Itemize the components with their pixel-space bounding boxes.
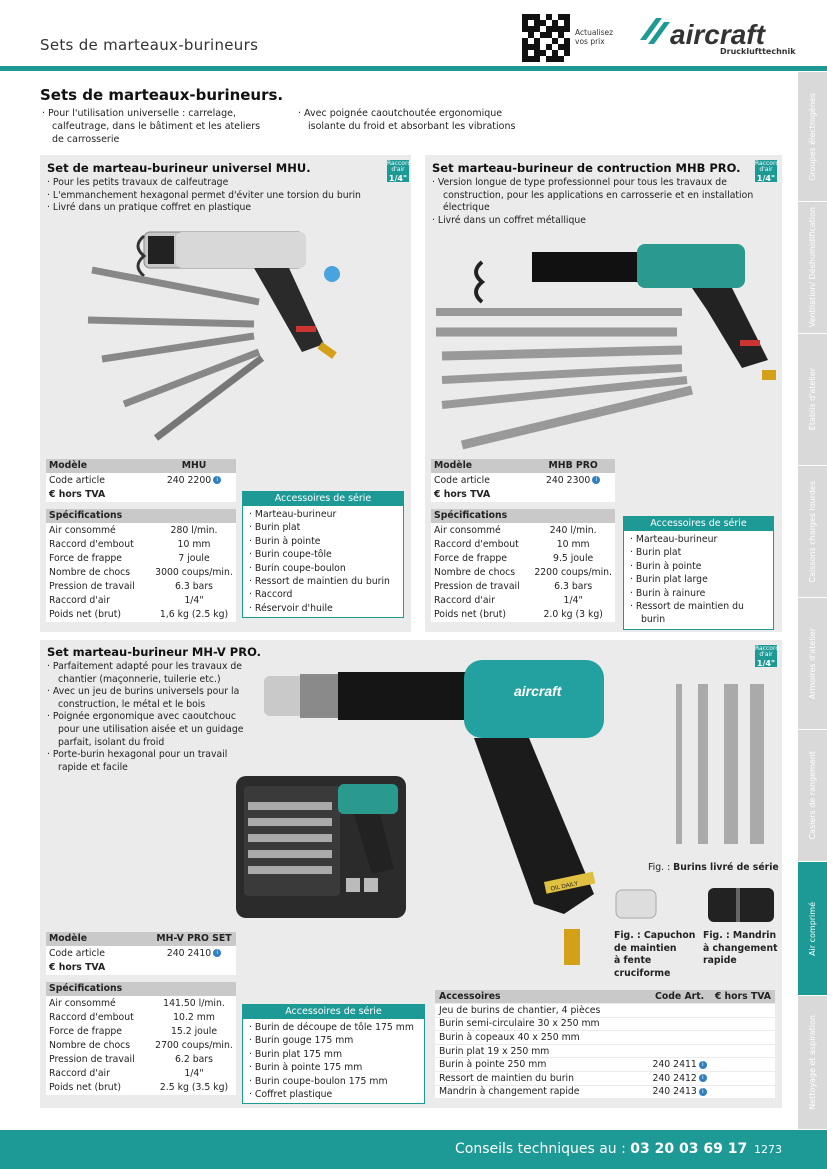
table-row: Mandrin à changement rapide 240 2413 i <box>435 1085 775 1099</box>
table-row: Burin à pointe 250 mm 240 2411 i <box>435 1058 775 1072</box>
mhu-accessories-title: Accessoires de série <box>243 492 403 506</box>
mhv-accessories-box: Accessoires de série · Burin de découpe de tôle 175 mm · Burin gouge 175 mm · Burin plat 175 mm · Burin à pointe 175 mm · Burin coupe-boulon 175 mm · Coffret plastique <box>242 1004 425 1104</box>
mhu-title: Set de marteau-burineur universel MHU. <box>47 161 311 175</box>
tab-air-comprime[interactable]: Air comprimé <box>798 862 827 996</box>
info-icon[interactable]: i <box>699 1061 707 1069</box>
mhv-accessories-table: Accessoires Code Art. € hors TVA Jeu de burins de chantier, 4 pièces Burin semi-circulaire 30 x 250 mm Burin à copeaux 40 x 250 mm Burin plat 19 x 250 mm Burin à pointe 250 mm 240 2411 i Ressort de maintien du burin 240 2412 i Mandrin à changement rapide 240 2413 i <box>435 990 775 1099</box>
air-fitting-badge: Raccord d'air 1/4" <box>755 645 780 668</box>
tab-armoires[interactable]: Armoires d'atelier <box>798 598 827 730</box>
mhu-bullets: · Pour les petits travaux de calfeutrage · L'emmanchement hexagonal permet d'éviter une torsion du burin · Livré dans un pratique coffret en plastique <box>47 177 387 215</box>
section-title: Sets de marteaux-burineurs. <box>40 86 284 104</box>
mhu-product-image <box>84 224 354 449</box>
info-icon[interactable]: i <box>699 1088 707 1096</box>
mhv-bullets: · Parfaitement adapté pour les travaux de chantier (maçonnerie, tuilerie etc.) · Avec un jeu de burins universels pour la construction, le métal et le bois · Poignée ergonomique avec caoutchouc pour une utilisation aisée et un guidage parfait, isolant du froid · Porte-burin hexagonal pour un travail rapide et facile <box>47 661 257 774</box>
info-icon[interactable]: i <box>213 949 221 957</box>
table-row: Jeu de burins de chantier, 4 pièces <box>435 1004 775 1018</box>
mhu-accessories-box: Accessoires de série · Marteau-burineur · Burin plat · Burin à pointe · Burin coupe-tôle · Burin coupe-boulon · Ressort de maintien du burin · Raccord · Réservoir d'huile <box>242 491 404 618</box>
info-icon[interactable]: i <box>592 476 600 484</box>
mhv-burins-image <box>666 680 776 856</box>
fig-mandrin-caption: Fig. : Mandrin à changement rapide <box>703 930 778 967</box>
mhv-accessories-title: Accessoires de série <box>243 1005 424 1019</box>
tab-casiers[interactable]: Casiers de rangement <box>798 730 827 862</box>
logo-subtitle: Drucklufttechnik <box>720 47 796 56</box>
tab-groupes-electrogenes[interactable]: Groupes électrogènes <box>798 72 827 202</box>
mhv-tool-image <box>264 654 609 970</box>
intro-item: · Avec poignée caoutchoutée ergonomique isolante du froid et absorbant les vibrations <box>298 107 528 133</box>
mhb-accessories-title: Accessoires de série <box>624 517 773 531</box>
mhb-product-image <box>432 240 777 455</box>
intro-list-2 <box>298 107 528 133</box>
capuchon-image <box>614 886 660 922</box>
mandrin-image <box>706 884 776 924</box>
mhv-title: Set marteau-burineur MH-V PRO. <box>47 645 261 659</box>
intro-item: · Pour l'utilisation universelle : carrelage, calfeutrage, dans le bâtiment et les ateliers de carrosserie <box>42 107 272 146</box>
tab-ventilation[interactable]: Ventilation/ Déshumidification <box>798 202 827 334</box>
mhb-bullets: · Version longue de type professionnel pour tous les travaux de construction, pour les applications en carrosserie et en installation électrique · Livré dans un coffret métallique <box>432 177 772 227</box>
side-tabs <box>798 72 827 1130</box>
table-row: Burin plat 19 x 250 mm <box>435 1044 775 1058</box>
info-icon[interactable]: i <box>699 1074 707 1082</box>
qr-caption <box>575 28 613 46</box>
tab-nettoyage[interactable]: Nettoyage et aspiration <box>798 996 827 1130</box>
mhb-accessories-box: Accessoires de série · Marteau-burineur · Burin plat · Burin à pointe · Burin plat large · Burin à rainure · Ressort de maintien du burin <box>623 516 774 630</box>
table-row: Burin semi-circulaire 30 x 250 mm <box>435 1017 775 1031</box>
intro-list-1 <box>42 107 272 146</box>
qr-caption-line-1: Actualisez <box>575 28 614 37</box>
mhb-title: Set marteau-burineur de contruction MHB PRO. <box>432 161 741 175</box>
air-fitting-badge: Raccord d'air 1/4" <box>387 160 412 183</box>
info-icon[interactable]: i <box>213 476 221 484</box>
header-rule <box>0 66 827 71</box>
qr-code[interactable] <box>522 14 570 62</box>
mhv-tool-logo: aircraft <box>514 683 562 699</box>
footer-contact: Conseils techniques au : 03 20 03 69 17 <box>455 1141 748 1157</box>
tab-caissons[interactable]: Caissons charges lourdes <box>798 466 827 598</box>
mhv-grip-label: OIL DAILY <box>550 881 579 893</box>
page-header <box>0 0 827 72</box>
qr-caption-line-2: vos prix <box>575 37 605 46</box>
air-fitting-badge: Raccord d'air 1/4" <box>755 160 780 183</box>
mhv-spec-table: Modèle MH-V PRO SET Code article 240 2410 i € hors TVA Spécifications Air consommé 141.50 l/min. Raccord d'embout 10.2 mm Force de frappe 15.2 joule Nombre de chocs 2700 coups/min. Pression de travail 6.2 bars Raccord d'air 1/4" Poids net (brut) 2.5 kg (3.5 kg) <box>46 932 236 1095</box>
table-row: Burin à copeaux 40 x 250 mm <box>435 1031 775 1045</box>
page-header-title: Sets de marteaux-burineurs <box>40 36 259 54</box>
tab-etablis[interactable]: Établis d'atelier <box>798 334 827 466</box>
fig-burins-caption: Fig. : Burins livré de série <box>648 862 779 873</box>
aircraft-logo-text: aircraft <box>670 19 765 50</box>
mhu-spec-table: Modèle MHU Code article 240 2200 i € hors TVA Spécifications Air consommé 280 l/min. Raccord d'embout 10 mm Force de frappe 7 joule Nombre de chocs 3000 coups/min. Pression de travail 6.3 bars Raccord d'air 1/4" Poids net (brut) 1,6 kg (2.5 kg) <box>46 459 236 622</box>
fig-capuchon-caption: Fig. : Capuchon de maintien à fente cruciforme <box>614 930 696 979</box>
mhb-spec-table: Modèle MHB PRO Code article 240 2300 i € hors TVA Spécifications Air consommé 240 l/min. Raccord d'embout 10 mm Force de frappe 9.5 joule Nombre de chocs 2200 coups/min. Pression de travail 6.3 bars Raccord d'air 1/4" Poids net (brut) 2.0 kg (3 kg) <box>431 459 615 622</box>
table-row: Ressort de maintien du burin 240 2412 i <box>435 1072 775 1086</box>
page-number: 1273 <box>754 1143 782 1156</box>
